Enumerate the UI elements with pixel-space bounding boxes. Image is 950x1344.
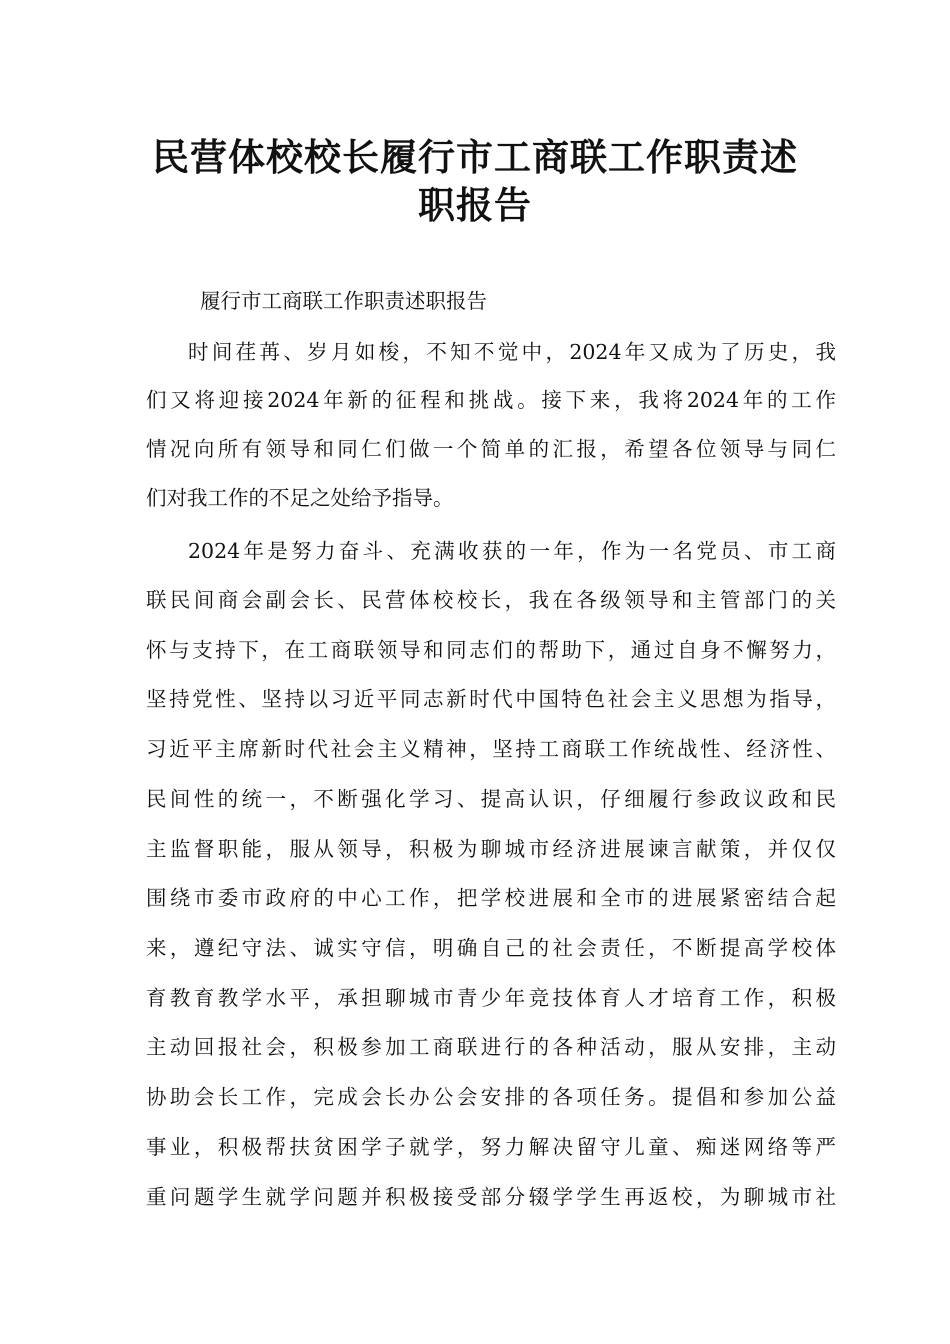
paragraph-2-line: 坚持党性、坚持以习近平同志新时代中国特色社会主义思想为指导， xyxy=(146,687,836,711)
paragraph-2-line: 协助会长工作，完成会长办公会安排的各项任务。提倡和参加公益 xyxy=(146,1085,836,1109)
paragraph-2-line: 来，遵纪守法、诚实守信，明确自己的社会责任，不断提高学校体 xyxy=(146,936,836,960)
paragraph-2-line: 主动回报社会，积极参加工商联进行的各种活动，服从安排，主动 xyxy=(146,1035,836,1059)
paragraph-2-line: 育教育教学水平，承担聊城市青少年竞技体育人才培育工作，积极 xyxy=(146,986,836,1010)
paragraph-2-line: 怀与支持下，在工商联领导和同志们的帮助下，通过自身不懈努力， xyxy=(146,638,836,662)
paragraph-2-line: 重问题学生就学问题并积极接受部分辍学学生再返校，为聊城市社 xyxy=(146,1185,836,1209)
paragraph-1-line: 们对我工作的不足之处给予指导。 xyxy=(146,486,454,510)
document-title-line-1: 民营体校校长履行市工商联工作职责述 xyxy=(152,136,798,179)
paragraph-1-line: 情况向所有领导和同仁们做一个简单的汇报，希望各位领导与同仁 xyxy=(146,437,836,461)
document-title-line-2: 职报告 xyxy=(418,184,532,227)
paragraph-2-line: 习近平主席新时代社会主义精神，坚持工商联工作统战性、经济性、 xyxy=(146,737,836,761)
paragraph-2-line: 民间性的统一，不断强化学习、提高认识，仔细履行参政议政和民 xyxy=(146,787,836,811)
paragraph-2-line: 联民间商会副会长、民营体校校长，我在各级领导和主管部门的关 xyxy=(146,588,836,612)
paragraph-2-line: 2024年是努力奋斗、充满收获的一年，作为一名党员、市工商 xyxy=(188,539,836,563)
paragraph-2-line: 事业，积极帮扶贫困学子就学，努力解决留守儿童、痴迷网络等严 xyxy=(146,1135,836,1159)
document-subtitle: 履行市工商联工作职责述职报告 xyxy=(200,289,487,313)
paragraph-1-line: 时间荏苒、岁月如梭，不知不觉中，2024年又成为了历史，我 xyxy=(188,340,836,364)
paragraph-2-line: 围绕市委市政府的中心工作，把学校进展和全市的进展紧密结合起 xyxy=(146,886,836,910)
paragraph-1-line: 们又将迎接2024年新的征程和挑战。接下来，我将2024年的工作 xyxy=(146,388,836,412)
paragraph-2-line: 主监督职能，服从领导，积极为聊城市经济进展谏言献策，并仅仅 xyxy=(146,837,836,861)
